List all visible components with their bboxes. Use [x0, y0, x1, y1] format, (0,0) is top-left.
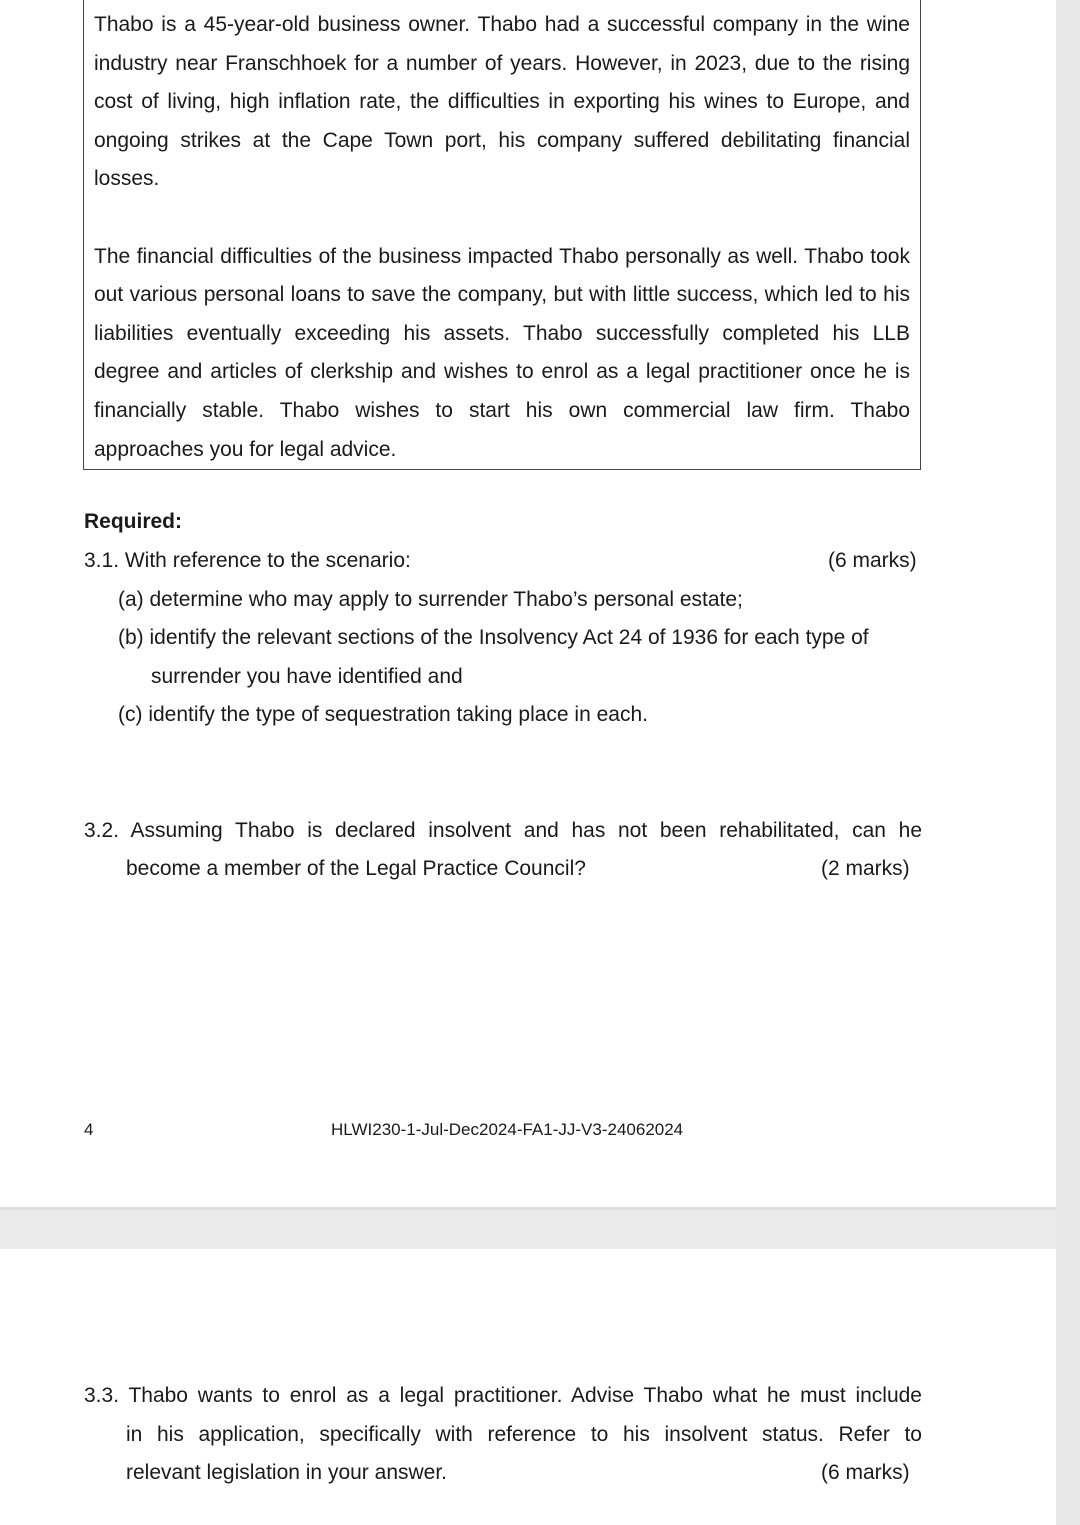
- question-3-1-part-b: (b) identify the relevant sections of the Insolvency Act 24 of 1936 for each type of: [118, 626, 869, 649]
- question-3-2-line-1: 3.2. Assuming Thabo is declared insolvent and has not been rehabilitated, can he: [84, 819, 922, 842]
- question-3-3-line-1: 3.3. Thabo wants to enrol as a legal practitioner. Advise Thabo what he must include: [84, 1384, 922, 1407]
- question-3-1-part-a: (a) determine who may apply to surrender Thabo’s personal estate;: [118, 588, 743, 611]
- required-heading: Required:: [84, 510, 183, 533]
- scenario-paragraph-2: The financial difficulties of the business impacted Thabo personally as well. Thabo took out various personal loans to save the company, but with little success, which led to his liabilities eventually exceeding his assets. Thabo successfully completed his LLB degree and articles of clerkship and wishes to enrol as a legal practitioner once he is financially stable. Thabo wishes to start his own commercial law firm. Thabo approaches you for legal advice.: [94, 244, 910, 461]
- question-3-2-line-2: become a member of the Legal Practice Council?: [126, 857, 586, 880]
- question-3-1-marks: (6 marks): [828, 549, 917, 572]
- question-3-3-line-2: in his application, specifically with reference to his insolvent status. Refer to: [126, 1423, 922, 1446]
- footer-document-code: HLWI230-1-Jul-Dec2024-FA1-JJ-V3-24062024: [331, 1120, 684, 1139]
- scenario-box: [83, 0, 921, 470]
- footer-page-number: 4: [84, 1120, 94, 1139]
- scenario-paragraph-1: Thabo is a 45-year-old business owner. Thabo had a successful company in the wine industry near Franschhoek for a number of years. However, in 2023, due to the rising cost of living, high inflation rate, the difficulties in exporting his wines to Europe, and ongoing strikes at the Cape Town port, his company suffered debilitating financial losses.: [94, 13, 910, 191]
- viewer-side-margin: [1056, 0, 1080, 1525]
- question-3-3-line-3: relevant legislation in your answer.: [126, 1461, 448, 1484]
- question-3-1-part-c: (c) identify the type of sequestration taking place in each.: [118, 703, 648, 726]
- question-3-1-stem: 3.1. With reference to the scenario:: [84, 549, 411, 572]
- question-3-3-marks: (6 marks): [821, 1461, 910, 1484]
- question-3-2-marks: (2 marks): [821, 857, 910, 880]
- document-page-5: [0, 1249, 1056, 1525]
- question-3-1-part-b-continued: surrender you have identified and: [151, 665, 463, 688]
- page-separator: [0, 1207, 1056, 1252]
